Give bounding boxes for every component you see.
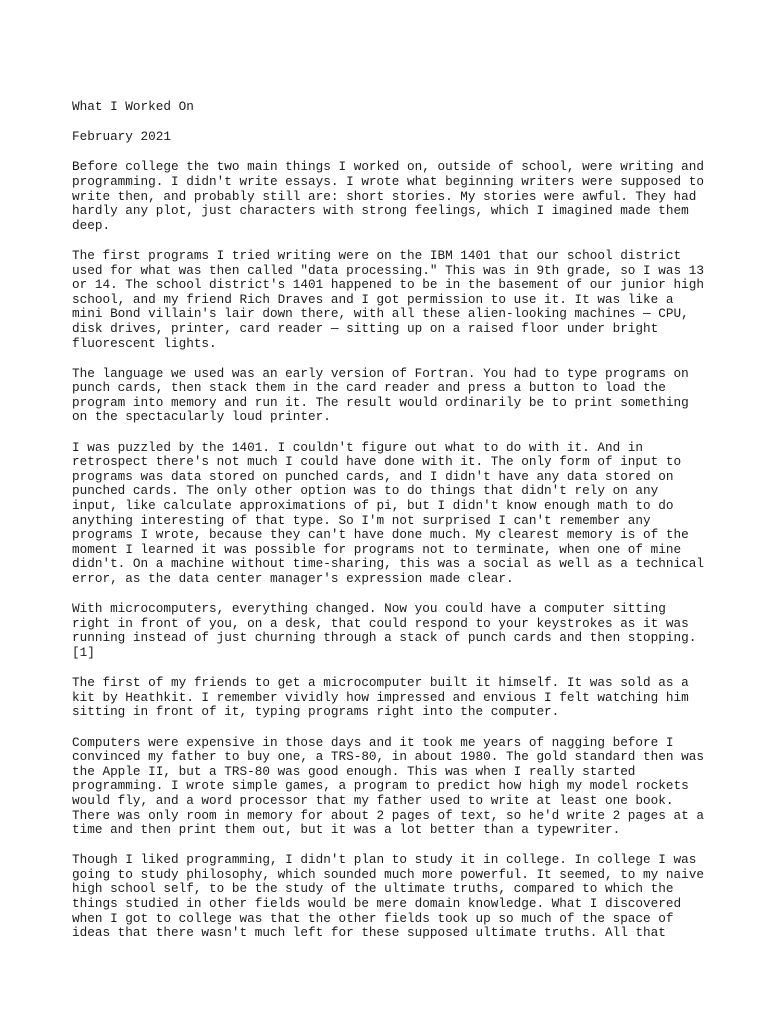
document-title: What I Worked On [72, 99, 194, 114]
text-line: moment I learned it was possible for programs not to terminate, when one of mine [72, 541, 682, 557]
text-line: high school self, to be the study of the ultimate truths, compared to which the [72, 881, 674, 897]
text-line: [1] [72, 644, 95, 660]
text-line: Though I liked programming, I didn't plan to study it in college. In college I was [72, 852, 697, 868]
paragraph [72, 367, 728, 425]
text-line: program into memory and run it. The result would ordinarily be to print something [72, 394, 689, 410]
document-date: February 2021 [72, 129, 171, 145]
text-line: punch cards, then stack them in the card reader and press a button to load the [72, 380, 666, 396]
text-line: deep. [72, 217, 111, 233]
text-line: or 14. The school district's 1401 happened to be in the basement of our junior high [72, 277, 704, 293]
paragraph [72, 853, 728, 941]
text-line: programs I wrote, because they can't have done much. My clearest memory is of the [72, 527, 689, 543]
text-line: input, like calculate approximations of pi, but I didn't know enough math to do [72, 498, 674, 514]
paragraph [72, 441, 728, 587]
text-line: programming. I didn't write essays. I wrote what beginning writers were supposed to [72, 173, 704, 189]
text-line: I was puzzled by the 1401. I couldn't figure out what to do with it. And in [72, 439, 644, 455]
paragraph [72, 602, 728, 660]
text-line: The first programs I tried writing were on the IBM 1401 that our school district [72, 247, 682, 263]
paragraph [72, 736, 728, 838]
text-line: programming. I wrote simple games, a program to predict how high my model rockets [72, 778, 689, 794]
text-line: the Apple II, but a TRS-80 was good enough. This was when I really started [72, 763, 636, 779]
text-line: would fly, and a word processor that my father used to write at least one book. [72, 792, 674, 808]
text-line: school, and my friend Rich Draves and I got permission to use it. It was like a [72, 291, 674, 307]
text-line: programs was data stored on punched cards, and I didn't have any data stored on [72, 468, 674, 484]
text-line: The language we used was an early version of Fortran. You had to type programs on [72, 365, 689, 381]
text-line: Computers were expensive in those days and it took me years of nagging before I [72, 734, 674, 750]
text-line: mini Bond villain's lair down there, with all these alien-looking machines — CPU, [72, 306, 689, 322]
text-line: on the spectacularly loud printer. [72, 409, 331, 425]
text-line: There was only room in memory for about 2 pages of text, so he'd write 2 pages at a [72, 807, 704, 823]
text-line: convinced my father to buy one, a TRS-80, in about 1980. The gold standard then was [72, 749, 704, 765]
text-line: going to study philosophy, which sounded much more powerful. It seemed, to my naive [72, 866, 704, 882]
text-line: didn't. On a machine without time-sharing, this was a social as well as a technical [72, 556, 704, 572]
paragraph [72, 160, 728, 233]
text-line: sitting in front of it, typing programs right into the computer. [72, 704, 560, 720]
paragraph [72, 676, 728, 720]
text-line: ideas that there wasn't much left for these supposed ultimate truths. All that [72, 925, 666, 941]
text-line: retrospect there's not much I could have done with it. The only form of input to [72, 454, 682, 470]
text-line: punched cards. The only other option was to do things that didn't rely on any [72, 483, 659, 499]
text-line: right in front of you, on a desk, that could respond to your keystrokes as it was [72, 615, 689, 631]
text-line: error, as the data center manager's expression made clear. [72, 571, 514, 586]
text-line: fluorescent lights. [72, 335, 217, 351]
text-line: things studied in other fields would be mere domain knowledge. What I discovered [72, 896, 682, 912]
text-line: Before college the two main things I worked on, outside of school, were writing and [72, 159, 704, 175]
paragraph [72, 249, 728, 351]
text-line: write then, and probably still are: short stories. My stories were awful. They had [72, 188, 697, 204]
text-line: kit by Heathkit. I remember vividly how impressed and envious I felt watching him [72, 689, 689, 705]
text-line: when I got to college was that the other fields took up so much of the space of [72, 910, 674, 926]
text-line: time and then print them out, but it was a lot better than a typewriter. [72, 822, 621, 838]
text-line: used for what was then called "data processing." This was in 9th grade, so I was 13 [72, 262, 704, 278]
text-line: anything interesting of that type. So I'm not surprised I can't remember any [72, 512, 651, 528]
text-line: disk drives, printer, card reader — sitting up on a raised floor under bright [72, 320, 659, 336]
text-line: running instead of just churning through a stack of punch cards and then stopping. [72, 630, 697, 646]
text-line: The first of my friends to get a microcomputer built it himself. It was sold as a [72, 675, 689, 691]
text-line: hardly any plot, just characters with strong feelings, which I imagined made them [72, 203, 689, 219]
text-line: With microcomputers, everything changed. Now you could have a computer sitting [72, 601, 666, 617]
document-body [72, 160, 728, 940]
